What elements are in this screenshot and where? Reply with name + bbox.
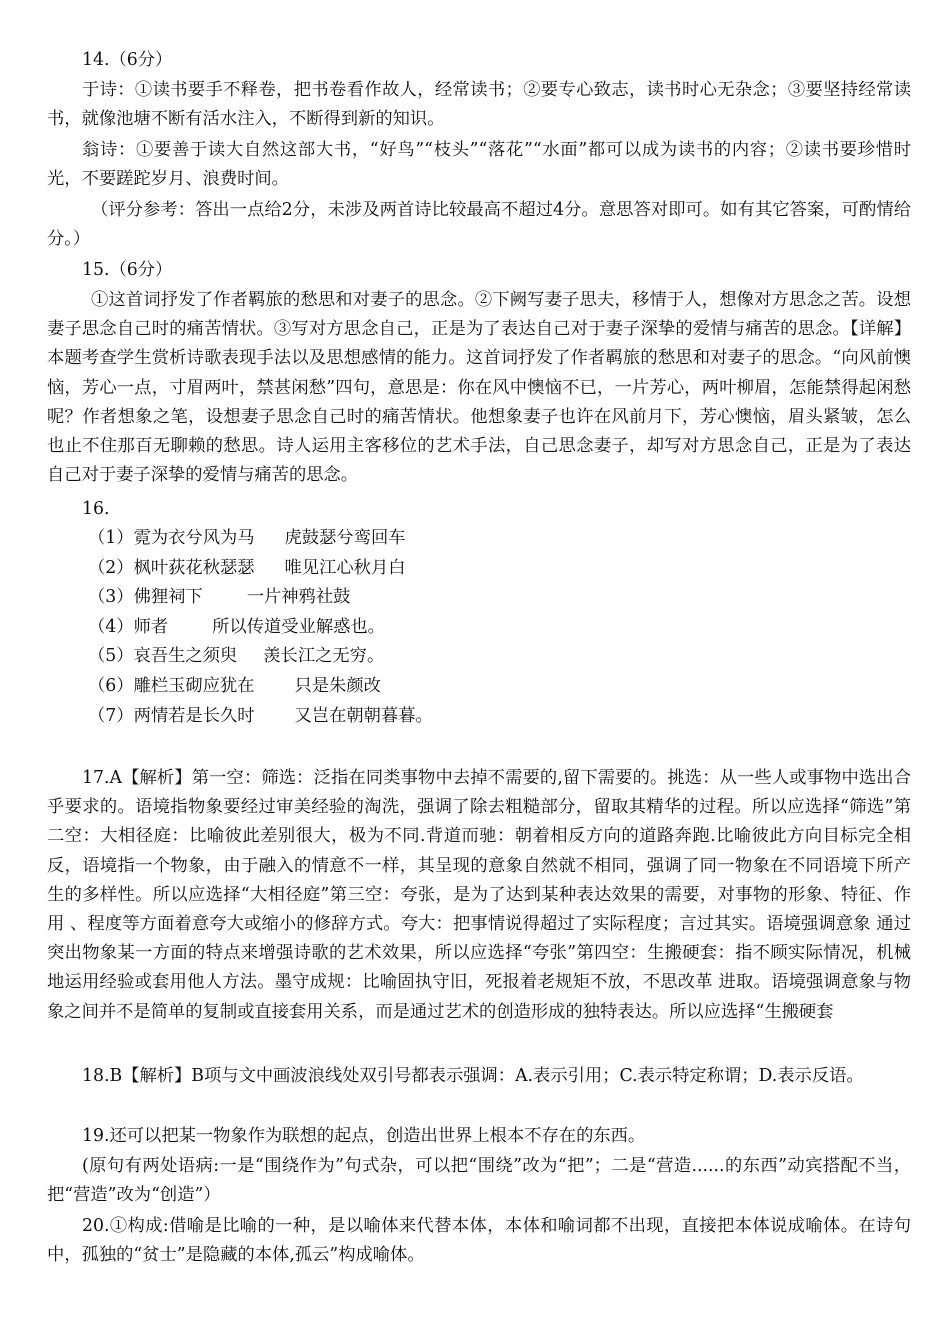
item-number: （6） — [88, 675, 134, 696]
item-second-line: 羡长江之无穷。 — [263, 646, 385, 667]
q20-answer: 20.①构成:借喻是比喻的一种，是以喻体来代替本体，本体和喻词都不出现，直接把本体说成喻体。在诗句中，孤独的“贫士”是隐藏的本体,孤云”构成喻体。 — [47, 1216, 911, 1266]
q14-wengshi-answer: 翁诗：①要善于读大自然这部大书，“好鸟”“枝头”“落花”“水面”都可以成为读书的内容；②读书要珍惜时光，不要蹉跎岁月、浪费时间。 — [47, 140, 911, 190]
q14-scoring-note: （评分参考：答出一点给2分，未涉及两首诗比较最高不超过4分。意思答对即可。如有其它答案，可酌情给分。） — [47, 200, 911, 250]
list-item — [88, 613, 433, 643]
item-second-line: 只是朱颜改 — [294, 675, 381, 696]
item-second-line: 唯见江心秋月白 — [284, 557, 406, 578]
item-first-line: 哀吾生之须臾 — [133, 646, 238, 667]
q16-answer-list — [88, 524, 433, 731]
item-first-line: 两情若是长久时 — [133, 705, 255, 726]
item-second-line: 一片神鸦社鼓 — [246, 587, 351, 608]
item-number: （5） — [88, 646, 134, 667]
q14-yushi-answer: 于诗：①读书要手不释卷，把书卷看作故人，经常读书；②要专心致志，读书时心无杂念；③要坚持经常读书，就像池塘不断有活水注入，不断得到新的知识。 — [47, 80, 911, 130]
list-item — [88, 524, 433, 554]
item-first-line: 霓为衣兮风为马 — [133, 528, 255, 548]
list-item — [88, 583, 433, 613]
q19-note: (原句有两处语病:一是“围绕作为”句式杂，可以把“围绕”改为“把”；二是“营造......的东西”动宾搭配不当，把“营造”改为“创造”） — [47, 1156, 911, 1206]
q18-answer: 18.B【解析】B项与文中画波浪线处双引号都表示强调：A.表示引用；C.表示特定称谓；D.表示反语。 — [82, 1066, 864, 1086]
list-item — [88, 702, 433, 732]
item-second-line: 又岂在朝朝暮暮。 — [294, 705, 433, 726]
list-item — [88, 672, 433, 702]
list-item — [88, 554, 433, 584]
item-first-line: 师者 — [133, 616, 169, 637]
q15-header: 15.（6分） — [82, 260, 173, 280]
item-second-line: 虎鼓瑟兮鸾回车 — [284, 528, 406, 548]
item-number: （4） — [88, 616, 134, 637]
q14-header: 14.（6分） — [82, 50, 173, 70]
item-number: （1） — [88, 528, 134, 548]
item-number: （7） — [88, 705, 134, 726]
item-number: （2） — [88, 557, 134, 578]
q15-answer: ①这首词抒发了作者羁旅的愁思和对妻子的思念。②下阙写妻子思夫，移情于人，想像对方思念之苦。设想妻子思念自己时的痛苦情状。③写对方思念自己，正是为了表达自己对于妻子深挚的爱情与痛苦的思念。【详解】本题考查学生赏析诗歌表现手法以及思想感情的能力。这首词抒发了作者羁旅的愁思和对妻子的思念。“向风前懊恼，芳心一点，寸眉两叶，禁甚闲愁”四句，意思是：你在风中懊恼不已，一片芳心，两叶柳眉，怎能禁得起闲愁呢？作者想象之笔，设想妻子思念自己时的痛苦情状。他想象妻子也许在风前月下，芳心懊恼，眉头紧皱，怎么也止不住那百无聊赖的愁思。诗人运用主客移位的艺术手法，自己思念妻子，却写对方思念自己，正是为了表达自己对于妻子深挚的爱情与痛苦的思念。 — [47, 290, 911, 486]
list-item — [88, 642, 433, 672]
item-first-line: 佛狸祠下 — [133, 587, 203, 608]
item-first-line: 枫叶荻花秋瑟瑟 — [133, 557, 255, 578]
item-number: （3） — [88, 587, 134, 608]
item-second-line: 所以传道受业解惑也。 — [212, 616, 385, 637]
q16-header: 16. — [82, 499, 110, 519]
q19-answer: 19.还可以把某一物象作为联想的起点，创造出世界上根本不存在的东西。 — [82, 1126, 646, 1146]
q17-answer: 17.A【解析】第一空：筛选：泛指在同类事物中去掉不需要的,留下需要的。挑选：从一些人或事物中选出合乎要求的。语境指物象要经过审美经验的淘洗，强调了除去粗糙部分，留取其精华的过程。所以应选择“筛选”第二空：大相径庭：比喻彼此差别很大，极为不同.背道而驰：朝着相反方向的道路奔跑.比喻彼此方向目标完全相反，语境指一个物象，由于融入的情意不一样，其呈现的意象自然就不相同，强调了同一物象在不同语境下所产生的多样性。所以应选择“大相径庭”第三空：夸张，是为了达到某种表达效果的需要，对事物的形象、特征、作用 、程度等方面着意夸大或缩小的修辞方式。夸大：把事情说得超过了实际程度；言过其实。语境强调意象 通过突出物象某一方面的特点来增强诗歌的艺术效果，所以应选择“夸张”第四空：生搬硬套：指不顾实际情况，机械地运用经验或套用他人方法。墨守成规：比喻固执守旧，死报着老规矩不放，不思改革 进取。语境强调意象与物象之间并不是简单的复制或直接套用关系，而是通过艺术的创造形成的独特表达。所以应选择“生搬硬套 — [47, 768, 911, 1022]
item-first-line: 雕栏玉砌应犹在 — [133, 675, 255, 696]
